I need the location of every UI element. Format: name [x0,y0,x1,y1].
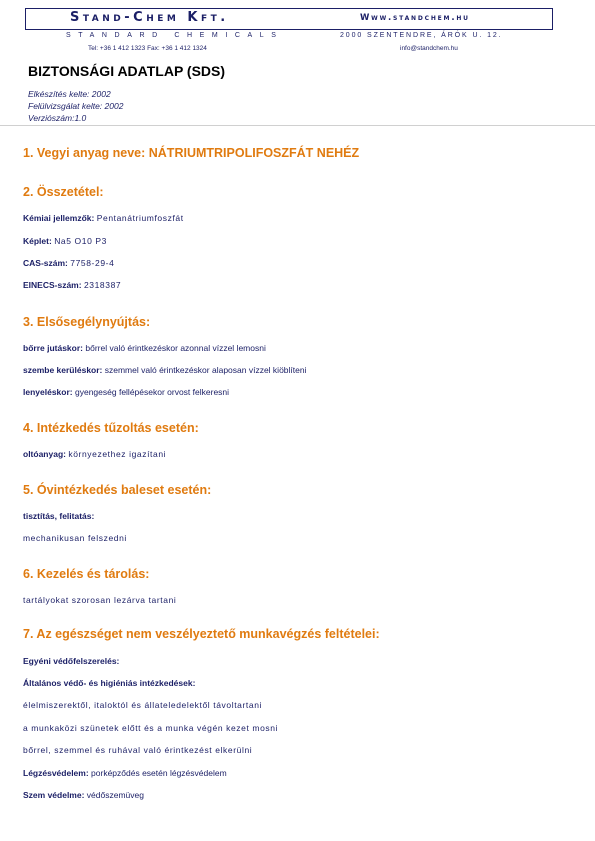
cleanup-label-row [23,511,94,521]
section-7-heading: 7. Az egészséget nem veszélyeztető munkavégzés feltételei: [23,627,380,641]
section-6-heading: 6. Kezelés és tárolás: [23,567,150,581]
hygiene-line-3: bőrrel, szemmel és ruhával való érintkezést elkerülni [23,745,253,755]
ingestion-label: lenyeléskor: [23,387,73,397]
cas-label: CAS-szám: [23,258,68,268]
respiratory-value: porképződés esetén légzésvédelem [91,768,227,778]
cleanup-value: mechanikusan felszedni [23,533,127,543]
formula-label: Képlet: [23,236,52,246]
company-email[interactable]: info@standchem.hu [400,45,458,52]
eye-protection-row [23,790,144,800]
skin-contact-row [23,343,266,353]
ppe-label: Egyéni védőfelszerelés: [23,656,120,666]
storage-text: tartályokat szorosan lezárva tartani [23,595,177,605]
chem-property-value: Pentanátriumfoszfát [96,213,184,223]
extinguishing-agent-label: oltóanyag: [23,449,66,459]
cleanup-label: tisztítás, felitatás: [23,511,95,521]
hygiene-row [23,678,195,688]
company-website[interactable]: Www.standchem.hu [360,13,470,23]
eye-contact-value: szemmel való érintkezéskor alaposan vízzel kiöblíteni [104,365,307,375]
ppe-row [23,656,119,666]
reviewed-date: Felülvizsgálat kelte: 2002 [28,101,124,111]
document-title: BIZTONSÁGI ADATLAP (SDS) [28,63,226,79]
letterhead-box [25,8,553,30]
einecs-row [23,280,121,290]
einecs-value: 2318387 [83,280,122,290]
section-4-heading: 4. Intézkedés tűzoltás esetén: [23,421,199,435]
eye-contact-row [23,365,306,375]
extinguishing-agent-value: környezethez igazítani [68,449,167,459]
section-1-heading: 1. Vegyi anyag neve: NÁTRIUMTRIPOLIFOSZFÁT NEHÉZ [23,146,360,160]
section-2-heading: 2. Összetétel: [23,185,104,199]
formula-row [23,236,107,246]
chem-property-label: Kémiai jellemzők: [23,213,95,223]
respiratory-row [23,768,227,778]
formula-value: Na5 O10 P3 [54,236,107,246]
company-address: 2000 SZENTENDRE, ÁRÓK U. 12. [340,32,503,39]
hygiene-line-2: a munkaközi szünetek előtt és a munka végén kezet mosni [23,723,279,733]
section-3-heading: 3. Elsősegélynyújtás: [23,315,151,329]
section-5-heading: 5. Óvintézkedés baleset esetén: [23,483,212,497]
ingestion-row [23,387,229,397]
skin-contact-value: bőrrel való érintkezéskor azonnal vízzel lemosni [85,343,266,353]
chem-property-row [23,213,184,223]
header-divider [0,125,595,126]
company-name: Stand-Chem Kft. [70,10,229,25]
hygiene-label: Általános védő- és higiéniás intézkedések: [23,678,196,688]
ingestion-value: gyengeség fellépésekor orvost felkeresni [75,387,230,397]
version-number: Verziószám:1.0 [28,113,87,123]
created-date: Elkészítés kelte: 2002 [28,89,111,99]
hygiene-line-1: élelmiszerektől, italoktól és állateledelektől távoltartani [23,700,263,710]
cas-value: 7758-29-4 [70,258,115,268]
respiratory-label: Légzésvédelem: [23,768,89,778]
eye-protection-value: védőszemüveg [86,790,144,800]
eye-contact-label: szembe kerüléskor: [23,365,103,375]
extinguishing-agent-row [23,449,166,459]
cas-row [23,258,114,268]
einecs-label: EINECS-szám: [23,280,82,290]
company-subtitle: STANDARD CHEMICALS [66,32,284,39]
company-phone-fax: Tel: +36 1 412 1323 Fax: +36 1 412 1324 [88,45,207,52]
eye-protection-label: Szem védelme: [23,790,85,800]
skin-contact-label: bőrre jutáskor: [23,343,83,353]
